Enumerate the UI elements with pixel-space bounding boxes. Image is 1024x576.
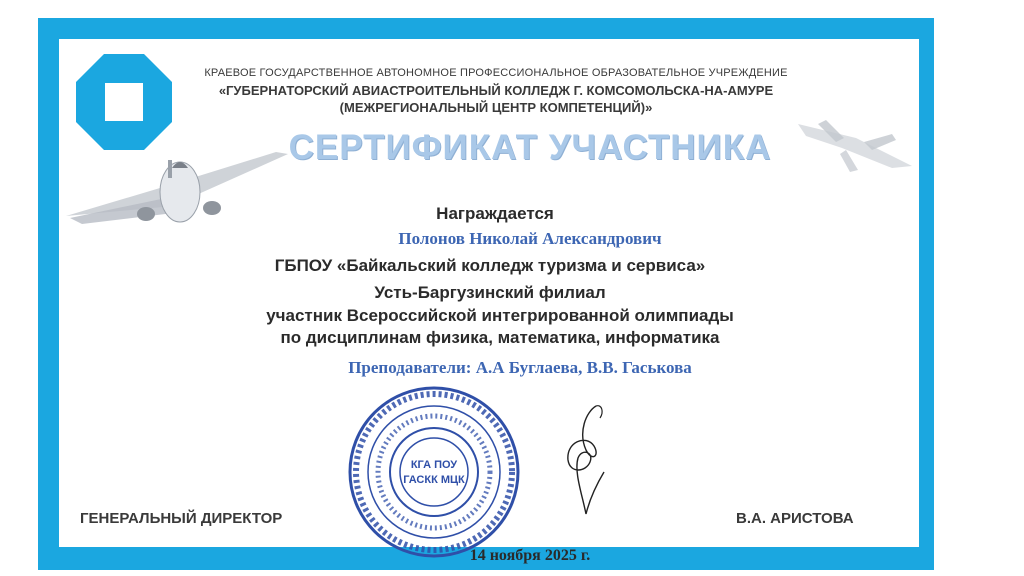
header-college-name: «ГУБЕРНАТОРСКИЙ АВИАСТРОИТЕЛЬНЫЙ КОЛЛЕДЖ Г. КОМСОМОЛЬСКА-НА-АМУРЕ bbox=[218, 83, 774, 98]
signatory-name: В.А. АРИСТОВА bbox=[736, 510, 854, 527]
seal-center-line2: ГАСКК МЦК bbox=[403, 474, 465, 486]
participant-text: участник Всероссийской интегрированной олимпиады bbox=[266, 306, 734, 325]
handwritten-signature bbox=[556, 402, 618, 518]
teachers-text: Преподаватели: А.А Буглаева, В.В. Гаськова bbox=[348, 358, 692, 377]
certificate-title: СЕРТИФИКАТ УЧАСТНИКА bbox=[288, 128, 772, 167]
header-org-type: КРАЕВОЕ ГОСУДАРСТВЕННОЕ АВТОНОМНОЕ ПРОФЕССИОНАЛЬНОЕ ОБРАЗОВАТЕЛЬНОЕ УЧРЕЖДЕНИЕ bbox=[204, 67, 788, 79]
awarded-label: Награждается bbox=[436, 204, 554, 223]
round-seal-stamp bbox=[346, 384, 522, 560]
signatory-position: ГЕНЕРАЛЬНЫЙ ДИРЕКТОР bbox=[80, 510, 283, 527]
fighter-jet-illustration bbox=[796, 112, 914, 174]
octagon-logo-icon bbox=[76, 54, 172, 150]
recipient-branch: Усть-Баргузинский филиал bbox=[374, 283, 606, 302]
recipient-school: ГБПОУ «Байкальский колледж туризма и сервиса» bbox=[274, 256, 706, 275]
airliner-illustration bbox=[62, 152, 292, 234]
seal-center-line1: КГА ПОУ bbox=[410, 459, 458, 471]
header-college-subtitle: (МЕЖРЕГИОНАЛЬНЫЙ ЦЕНТР КОМПЕТЕНЦИЙ)» bbox=[339, 100, 653, 115]
issue-date: 14 ноября 2025 г. bbox=[469, 547, 591, 564]
disciplines-text: по дисциплинам физика, математика, информатика bbox=[280, 328, 720, 347]
recipient-name: Полонов Николай Александрович bbox=[398, 229, 662, 248]
